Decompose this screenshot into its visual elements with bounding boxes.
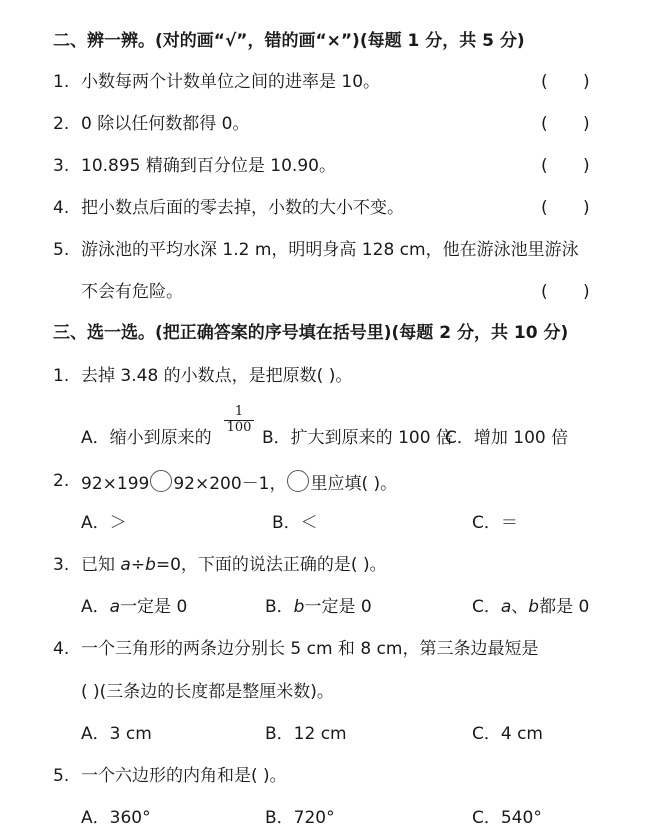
answer-blank[interactable]: ( ) [541, 114, 590, 134]
option-b[interactable]: B．扩大到原来的 100 倍 [262, 428, 453, 448]
option-label: B． [265, 597, 294, 617]
option-a[interactable] [81, 596, 187, 618]
option-a[interactable]: A．＞ [81, 513, 127, 533]
variable-a: a [500, 597, 512, 617]
text-segment: 已知 [81, 555, 121, 575]
item-text: 一个六边形的内角和是( )。 [81, 766, 287, 786]
comparison-circle-icon [287, 470, 309, 492]
option-label: A． [81, 597, 110, 617]
variable-b: b [145, 555, 156, 575]
option-b[interactable]: B．＜ [272, 513, 318, 533]
option-text: 一定是 0 [304, 597, 372, 617]
option-c[interactable]: C．540° [472, 808, 542, 828]
divide-sign: ÷ [130, 555, 146, 575]
option-b[interactable] [265, 596, 372, 618]
answer-blank[interactable]: ( ) [541, 72, 590, 92]
item-text-continued: ( )(三条边的长度都是整厘米数)。 [81, 682, 334, 702]
separator: 、 [511, 597, 529, 617]
expression-right: 92×200－1， [173, 474, 287, 494]
option-text: 一定是 0 [120, 597, 188, 617]
option-a[interactable]: A．3 cm [81, 724, 152, 744]
item-number: 3. [53, 555, 70, 575]
option-a[interactable]: A．360° [81, 808, 151, 828]
item-text: 游泳池的平均水深 1.2 m，明明身高 128 cm，他在游泳池里游泳 [81, 240, 579, 260]
expression-left: 92×199 [81, 474, 150, 494]
option-a-text: A．缩小到原来的 [81, 428, 212, 448]
fraction-denominator: 100 [226, 420, 252, 435]
answer-blank[interactable]: ( ) [541, 156, 590, 176]
variable-b: b [293, 597, 305, 617]
option-b[interactable]: B．720° [265, 808, 335, 828]
item-number: 2. [53, 471, 70, 491]
option-c[interactable]: C．＝ [472, 513, 518, 533]
option-c[interactable] [472, 596, 589, 618]
item-text: 0 除以任何数都得 0。 [81, 114, 250, 134]
fraction-one-hundredth [224, 405, 254, 435]
item-text: 去掉 3.48 的小数点，是把原数( )。 [81, 366, 353, 386]
option-c[interactable]: C．增加 100 倍 [445, 428, 569, 448]
item-text [81, 470, 397, 495]
item-text [81, 554, 387, 576]
item-number: 5. [53, 240, 70, 260]
section-3-title: 三、选一选。(把正确答案的序号填在括号里)(每题 2 分，共 10 分) [53, 323, 569, 343]
item-text: 一个三角形的两条边分别长 5 cm 和 8 cm，第三条边最短是 [81, 639, 539, 659]
item-number: 4. [53, 198, 70, 218]
item-number: 1. [53, 366, 70, 386]
option-c[interactable]: C．4 cm [472, 724, 543, 744]
item-text: 把小数点后面的零去掉，小数的大小不变。 [81, 198, 404, 218]
text-segment: =0，下面的说法正确的是( )。 [155, 555, 387, 575]
item-number: 1. [53, 72, 70, 92]
answer-blank[interactable]: ( ) [541, 198, 590, 218]
answer-blank[interactable]: ( ) [541, 282, 590, 302]
option-label: C． [472, 597, 501, 617]
variable-b: b [528, 597, 540, 617]
item-text: 小数每两个计数单位之间的进率是 10。 [81, 72, 381, 92]
item-number: 3. [53, 156, 70, 176]
comparison-circle-icon [150, 470, 172, 492]
item-number: 5. [53, 766, 70, 786]
item-text: 10.895 精确到百分位是 10.90。 [81, 156, 336, 176]
item-number: 4. [53, 639, 70, 659]
item-number: 2. [53, 114, 70, 134]
option-text: 都是 0 [539, 597, 590, 617]
question-tail: 里应填( )。 [310, 474, 398, 494]
option-a[interactable] [81, 427, 212, 449]
section-2-title: 二、辨一辨。(对的画“√”，错的画“×”)(每题 1 分，共 5 分) [53, 31, 525, 51]
fraction-numerator: 1 [224, 405, 254, 421]
item-text-continued: 不会有危险。 [81, 282, 183, 302]
option-b[interactable]: B．12 cm [265, 724, 347, 744]
variable-a: a [120, 555, 131, 575]
variable-a: a [109, 597, 121, 617]
